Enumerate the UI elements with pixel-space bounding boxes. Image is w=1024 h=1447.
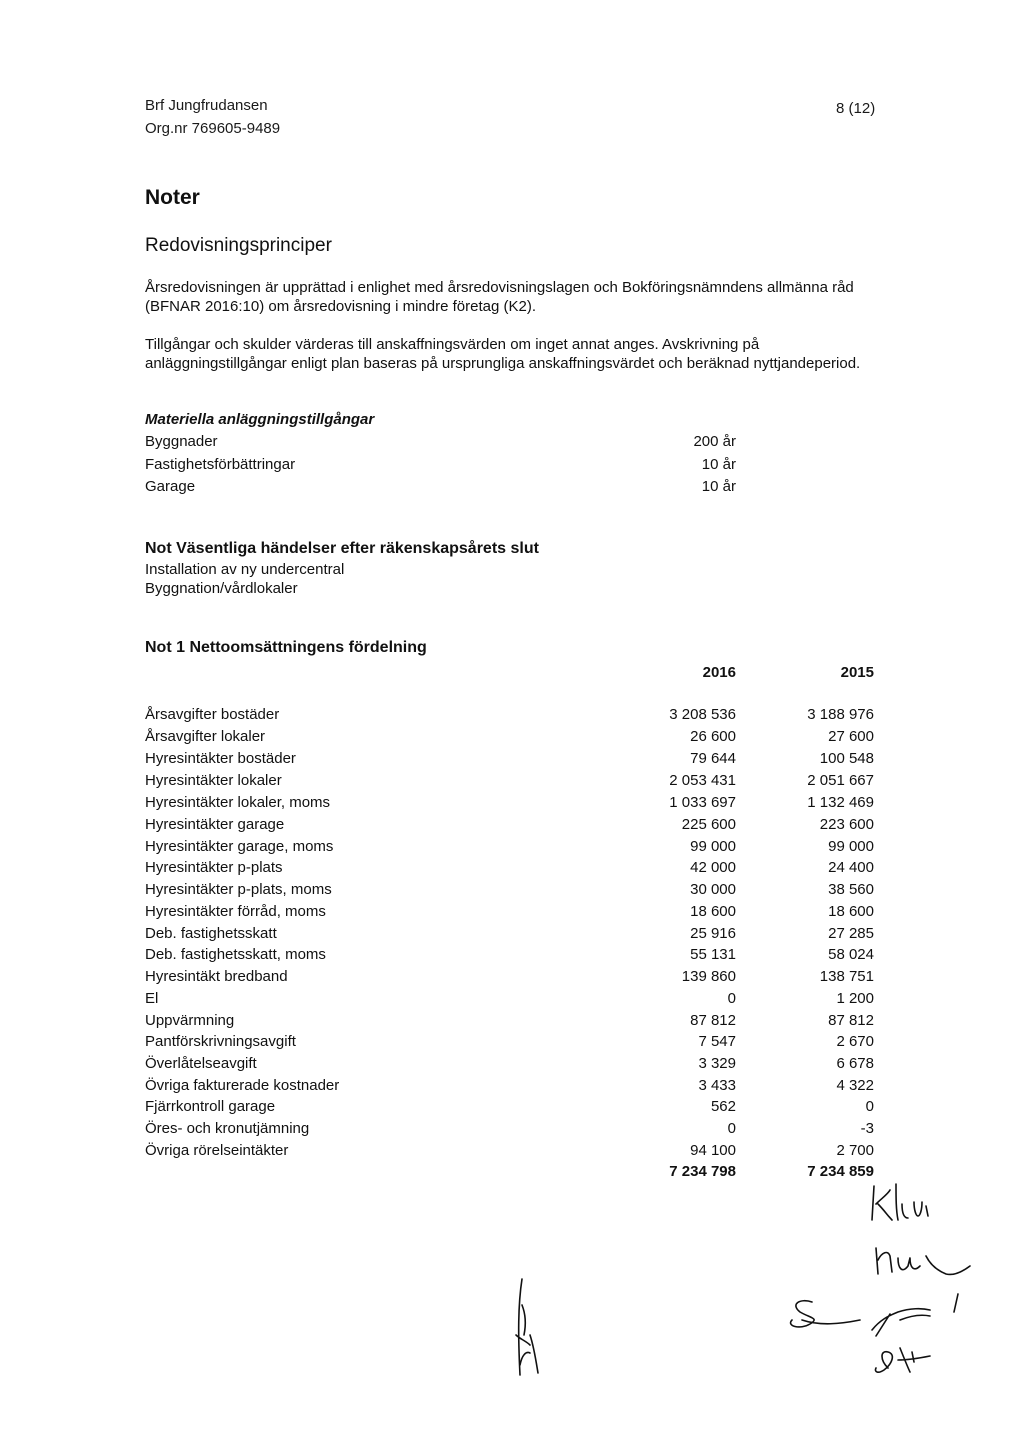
row-label: Hyresintäkter bostäder xyxy=(145,750,296,767)
table-row xyxy=(145,772,874,794)
asset-value-buildings: 200 år xyxy=(693,433,736,450)
row-label: Årsavgifter lokaler xyxy=(145,728,266,745)
events-line-1: Installation av ny undercentral xyxy=(145,561,345,578)
row-value-2015: 1 200 xyxy=(836,990,874,1007)
table-row xyxy=(145,990,874,1012)
table-row xyxy=(145,1077,874,1099)
row-value-2015: 87 812 xyxy=(828,1012,874,1029)
row-value-2016: 99 000 xyxy=(690,838,736,855)
row-label: Hyresintäkter garage xyxy=(145,816,285,833)
row-label: Deb. fastighetsskatt xyxy=(145,925,277,942)
row-value-2016: 0 xyxy=(727,1120,736,1137)
row-value-2016: 562 xyxy=(710,1098,736,1115)
page-title: Noter xyxy=(145,186,200,209)
page-number: 8 (12) xyxy=(836,100,876,117)
row-label: Fjärrkontroll garage xyxy=(145,1098,276,1115)
row-value-2016: 3 433 xyxy=(698,1077,736,1094)
row-label: Deb. fastighetsskatt, moms xyxy=(145,946,326,963)
principles-paragraph-1: Årsredovisningen är upprättad i enlighet med årsredovisningslagen och Bokföringsnämndens allmänna råd (BFNAR 2016:10) om årsredovisning i mindre företag (K2). xyxy=(145,279,854,315)
row-value-2015: 18 600 xyxy=(828,903,874,920)
org-name: Brf Jungfrudansen xyxy=(145,97,268,114)
asset-label-garage: Garage xyxy=(145,478,196,495)
row-value-2015: 6 678 xyxy=(836,1055,874,1072)
row-label: Årsavgifter bostäder xyxy=(145,706,280,723)
row-value-2016: 7 547 xyxy=(698,1033,736,1050)
row-value-2015: 2 700 xyxy=(836,1142,874,1159)
table-row xyxy=(145,1142,874,1164)
row-value-2016: 79 644 xyxy=(690,750,736,767)
table-row xyxy=(145,838,874,860)
note1-heading: Not 1 Nettoomsättningens fördelning xyxy=(145,639,427,656)
table-row xyxy=(145,903,874,925)
row-label: Uppvärmning xyxy=(145,1012,235,1029)
total-2015: 7 234 859 xyxy=(807,1163,874,1180)
row-value-2016: 3 329 xyxy=(698,1055,736,1072)
org-number: Org.nr 769605-9489 xyxy=(145,120,281,137)
table-row xyxy=(145,946,874,968)
principles-heading: Redovisningsprinciper xyxy=(145,235,332,256)
row-label: Öres- och kronutjämning xyxy=(145,1120,310,1137)
signature-initials-1 xyxy=(866,1180,956,1230)
row-value-2015: 1 132 469 xyxy=(807,794,874,811)
table-total-row xyxy=(145,1163,874,1185)
row-value-2016: 2 053 431 xyxy=(669,772,736,789)
events-heading: Not Väsentliga händelser efter räkenskapsårets slut xyxy=(145,540,539,557)
row-label: Hyresintäkter lokaler xyxy=(145,772,282,789)
signature-initials-3 xyxy=(780,1290,970,1390)
row-value-2015: 27 285 xyxy=(828,925,874,942)
row-value-2015: 0 xyxy=(865,1098,874,1115)
row-label: Hyresintäkter garage, moms xyxy=(145,838,334,855)
events-line-2: Byggnation/vårdlokaler xyxy=(145,580,298,597)
row-value-2016: 42 000 xyxy=(690,859,736,876)
row-label: Övriga rörelseintäkter xyxy=(145,1142,289,1159)
table-row xyxy=(145,925,874,947)
table-row xyxy=(145,706,874,728)
table-row xyxy=(145,859,874,881)
row-value-2015: 27 600 xyxy=(828,728,874,745)
row-value-2015: 38 560 xyxy=(828,881,874,898)
asset-label-improvements: Fastighetsförbättringar xyxy=(145,456,296,473)
row-value-2015: -3 xyxy=(860,1120,874,1137)
row-value-2015: 223 600 xyxy=(819,816,874,833)
table-row xyxy=(145,816,874,838)
row-value-2015: 4 322 xyxy=(836,1077,874,1094)
table-row xyxy=(145,1055,874,1077)
table-row xyxy=(145,1098,874,1120)
row-label: Hyresintäkt bredband xyxy=(145,968,288,985)
table-row xyxy=(145,1012,874,1034)
row-value-2015: 100 548 xyxy=(819,750,874,767)
row-value-2016: 55 131 xyxy=(690,946,736,963)
row-value-2016: 94 100 xyxy=(690,1142,736,1159)
row-value-2016: 18 600 xyxy=(690,903,736,920)
asset-value-improvements: 10 år xyxy=(701,456,736,473)
asset-value-garage: 10 år xyxy=(701,478,736,495)
row-label: Pantförskrivningsavgift xyxy=(145,1033,296,1050)
table-row xyxy=(145,750,874,772)
row-value-2015: 2 051 667 xyxy=(807,772,874,789)
row-value-2016: 25 916 xyxy=(690,925,736,942)
signature-initials-2 xyxy=(872,1240,982,1280)
row-label: Hyresintäkter p-plats xyxy=(145,859,283,876)
row-label: Hyresintäkter lokaler, moms xyxy=(145,794,331,811)
row-value-2015: 3 188 976 xyxy=(807,706,874,723)
row-label: Hyresintäkter förråd, moms xyxy=(145,903,326,920)
row-value-2016: 87 812 xyxy=(690,1012,736,1029)
table-row xyxy=(145,968,874,990)
table-row xyxy=(145,1033,874,1055)
row-value-2016: 30 000 xyxy=(690,881,736,898)
row-value-2015: 58 024 xyxy=(828,946,874,963)
row-value-2015: 2 670 xyxy=(836,1033,874,1050)
row-value-2015: 99 000 xyxy=(828,838,874,855)
col-header-2016: 2016 xyxy=(702,664,736,681)
row-label: Hyresintäkter p-plats, moms xyxy=(145,881,332,898)
row-value-2016: 139 860 xyxy=(681,968,736,985)
asset-label-buildings: Byggnader xyxy=(145,433,218,450)
row-value-2015: 24 400 xyxy=(828,859,874,876)
row-value-2016: 0 xyxy=(727,990,736,1007)
total-2016: 7 234 798 xyxy=(669,1163,736,1180)
principles-paragraph-2: Tillgångar och skulder värderas till anskaffningsvärden om inget annat anges. Avskrivning på anläggningstillgångar enligt plan baseras på ursprungliga anskaffningsvärdet och beräknad nyttjandeperiod. xyxy=(145,336,861,372)
row-value-2016: 26 600 xyxy=(690,728,736,745)
col-header-2015: 2015 xyxy=(840,664,874,681)
table-row xyxy=(145,794,874,816)
row-label: Överlåtelseavgift xyxy=(145,1055,257,1072)
table-row xyxy=(145,1120,874,1142)
row-value-2016: 1 033 697 xyxy=(669,794,736,811)
row-value-2016: 3 208 536 xyxy=(669,706,736,723)
table-row xyxy=(145,881,874,903)
row-label: Övriga fakturerade kostnader xyxy=(145,1077,340,1094)
table-row xyxy=(145,728,874,750)
row-value-2015: 138 751 xyxy=(819,968,874,985)
row-label: El xyxy=(145,990,159,1007)
assets-heading: Materiella anläggningstillgångar xyxy=(145,411,375,428)
signature-initials-4 xyxy=(500,1275,560,1385)
row-value-2016: 225 600 xyxy=(681,816,736,833)
